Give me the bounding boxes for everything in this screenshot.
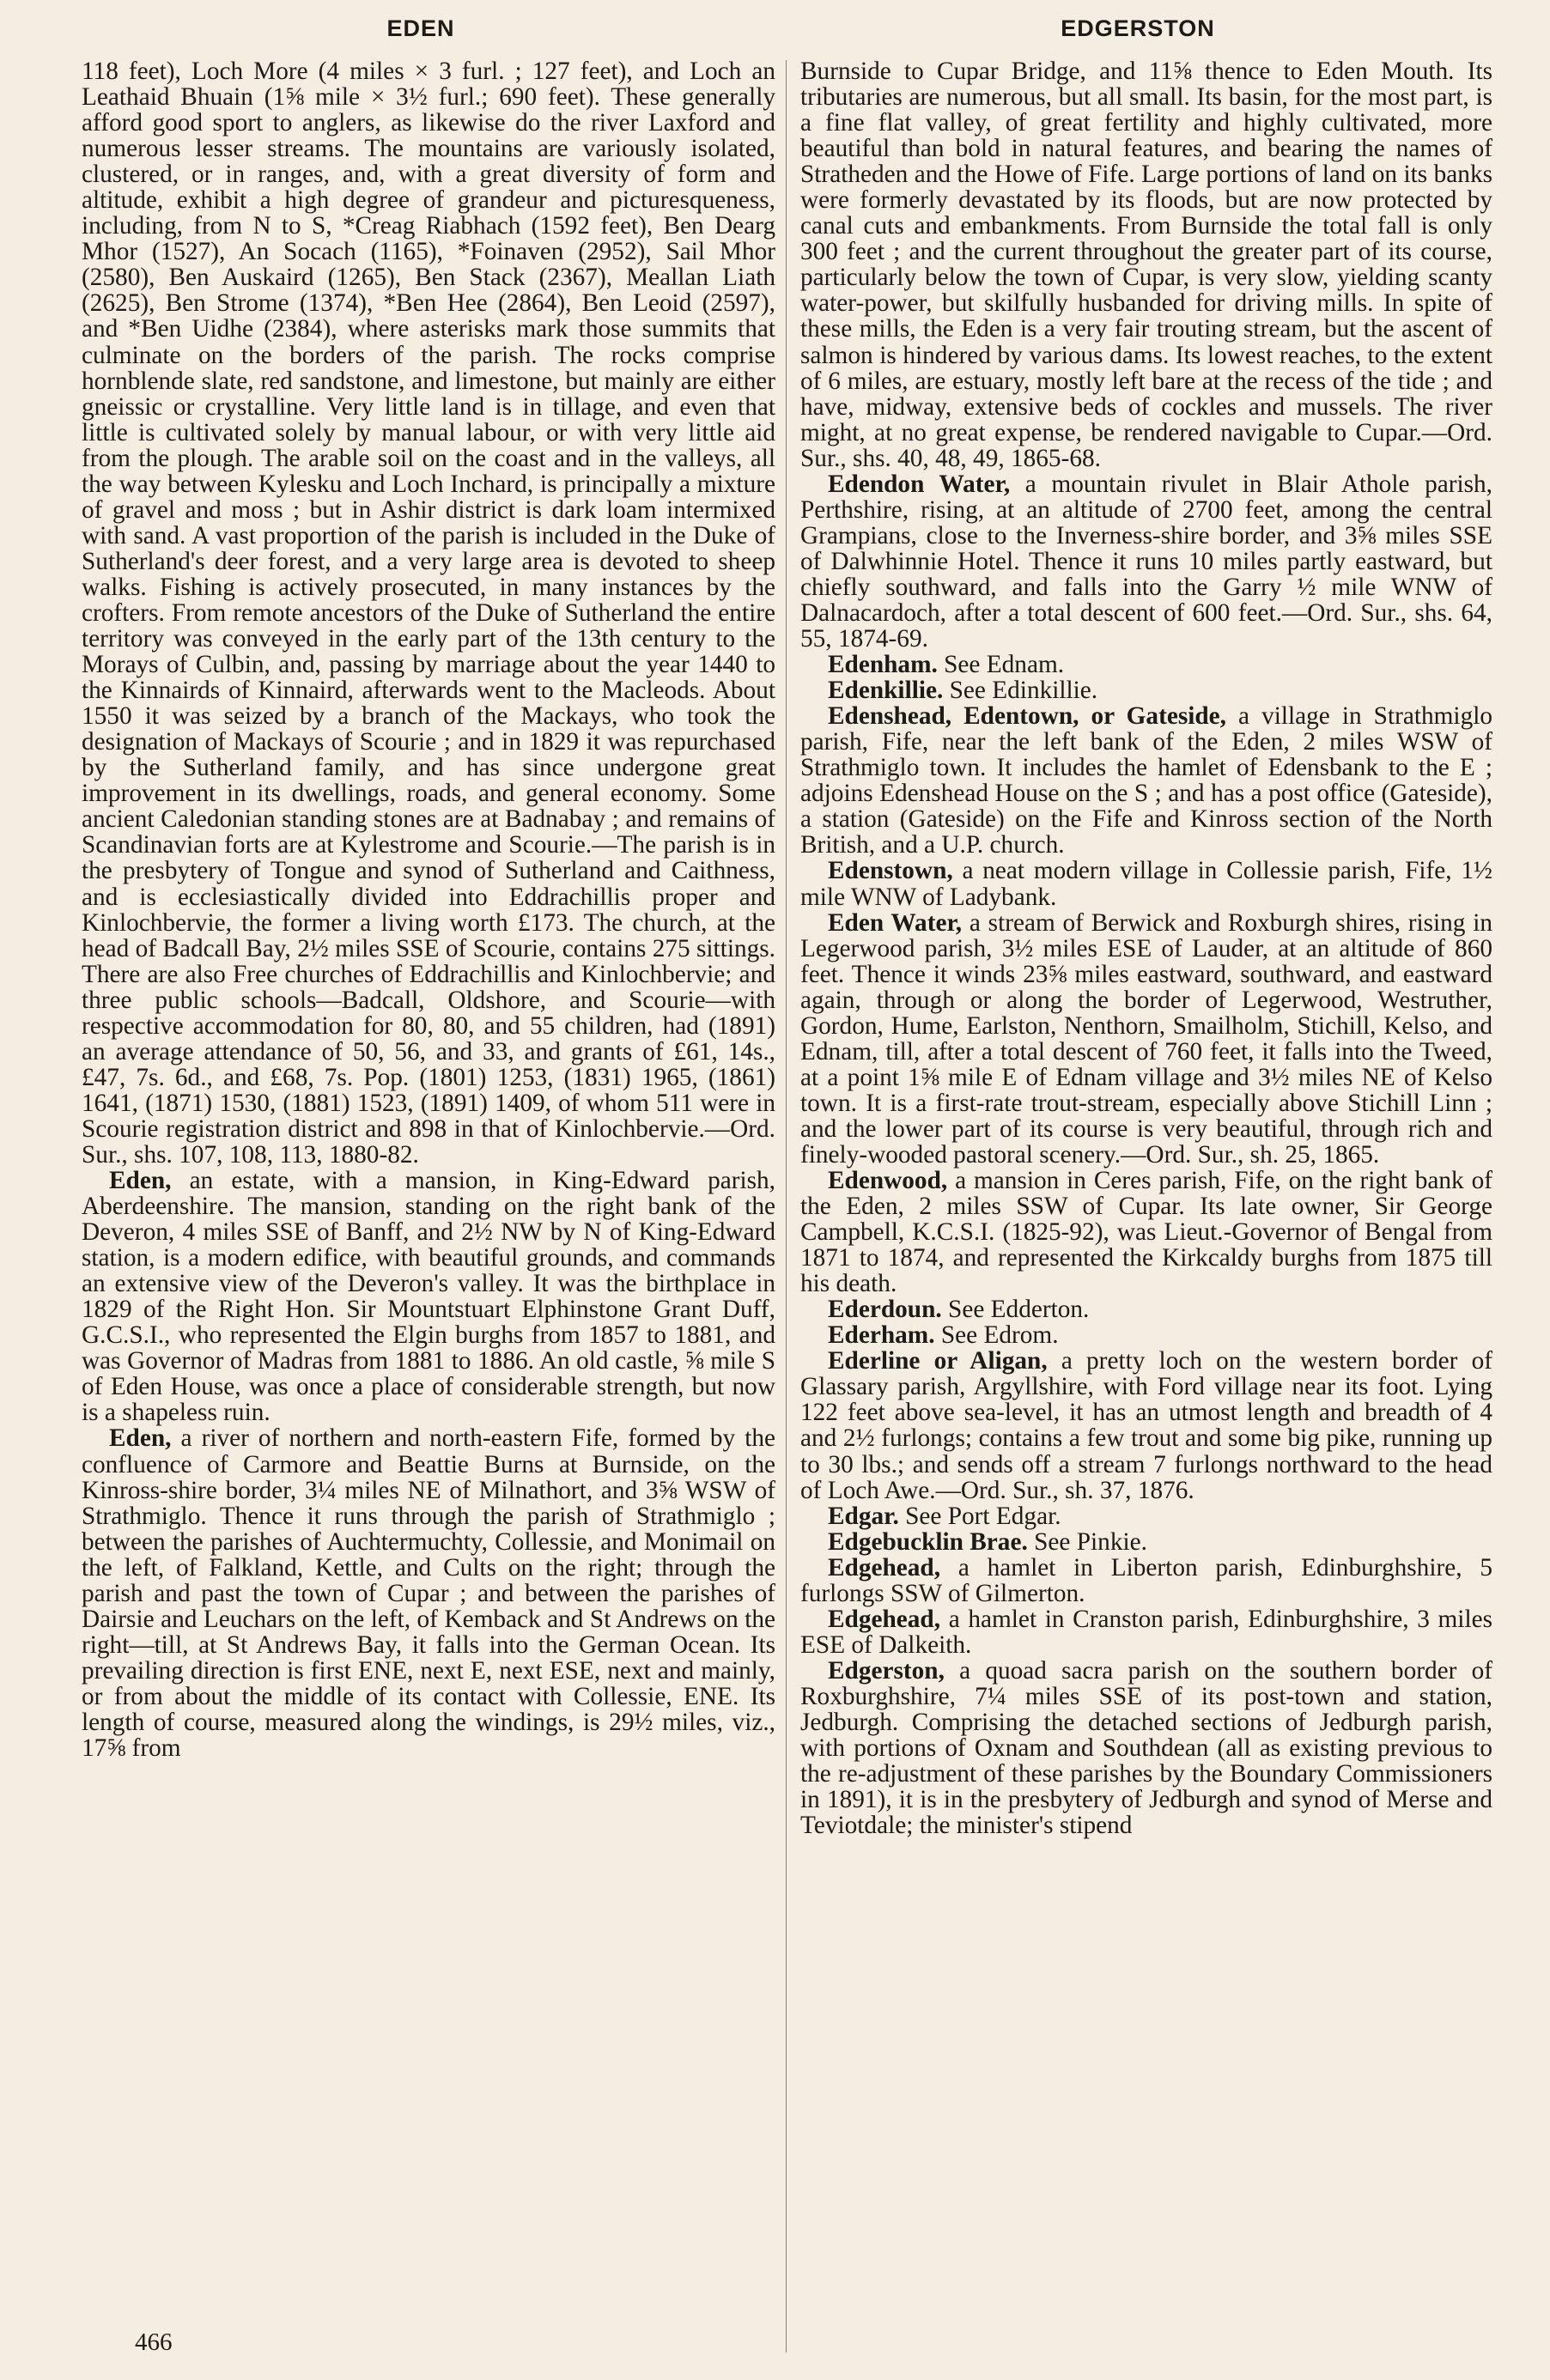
entry-text: See Edinkillie.: [943, 677, 1098, 705]
entry-text: an estate, with a mansion, in King-Edward parish, Aberdeenshire. The mansion, standing on the right bank of the Deveron, 4 miles SSE of Banff, and 2½ NW by N of King-Edward station, is a modern edifice, with beautiful grounds, and commands an extensive view of the Deveron's valley. It was the birthplace in 1829 of the Right Hon. Sir Mountstuart Elphinstone Grant Duff, G.C.S.I., who represented the Elgin burghs from 1857 to 1881, and was Governor of Madras from 1881 to 1886. An old castle, ⅝ mile S of Eden House, was once a place of considerable strength, but now is a shapeless ruin.: [82, 1167, 775, 1427]
running-head-left: EDEN: [386, 15, 455, 41]
entry-text: a stream of Berwick and Roxburgh shires, rising in Legerwood parish, 3½ miles ESE of Lauder, at an altitude of 860 feet. Thence it winds 23⅝ miles eastward, southward, and eastward again, through or along the border of Legerwood, Westruther, Gordon, Hume, Earlston, Nenthorn, Smailholm, Stichill, Kelso, and Ednam, till, after a total descent of 760 feet, it falls into the Tweed, at a point 1⅝ mile E of Ednam village and 3½ miles NE of Kelso town. It is a first-rate trout-stream, especially above Stichill Linn ; and the lower part of its course is very beautiful, through rich and finely-wooded pastoral scenery.—Ord. Sur., sh. 25, 1865.: [800, 908, 1492, 1169]
entry-headword: Eden,: [109, 1167, 172, 1195]
entry-text: a mountain rivulet in Blair Athole parish, Perthshire, rising, at an altitude of 2700 feet, among the central Grampians, close to the Inverness-shire border, and 3⅝ miles SSE of Dalwhinnie Hotel. Thence it runs 10 miles partly eastward, but chiefly southward, and falls into the Garry ½ mile WNW of Dalnacardoch, after a total descent of 600 feet.—Ord. Sur., shs. 64, 55, 1874-69.: [800, 470, 1493, 653]
left-column: [82, 58, 775, 1761]
entry-headword: Ederdoun.: [828, 1296, 942, 1324]
entry-headword: Ederline or Aligan,: [828, 1347, 1048, 1375]
gazetteer-entry: [800, 1168, 1492, 1296]
entry-text: See Ednam.: [937, 651, 1065, 679]
gazetteer-entry: [800, 1658, 1492, 1838]
gazetteer-entry: [800, 858, 1492, 909]
entry-text: See Pinkie.: [1027, 1527, 1147, 1556]
running-head-right: EDGERSTON: [1061, 15, 1215, 41]
right-column: [800, 58, 1492, 1838]
gazetteer-entry: [800, 1322, 1492, 1348]
entry-headword: Eden,: [109, 1424, 172, 1453]
entry-text: 118 feet), Loch More (4 miles × 3 furl. ; 127 feet), and Loch an Leathaid Bhuain (1⅝ mile × 3½ furl.; 690 feet). These generally afford good sport to anglers, as likewise do the river Laxford and numerous lesser streams. The mountains are variously isolated, clustered, or in ranges, and, with a great diversity of form and altitude, exhibit a high degree of grandeur and picturesqueness, including, from N to S, *Creag Riabhach (1592 feet), Ben Dearg Mhor (1527), An Socach (1165), *Foinaven (2952), Sail Mhor (2580), Ben Auskaird (1265), Ben Stack (2367), Meallan Liath (2625), Ben Strome (1374), *Ben Hee (2864), Ben Leoid (2597), and *Ben Uidhe (2384), where asterisks mark those summits that culminate on the borders of the parish. The rocks comprise hornblende slate, red sandstone, and limestone, but mainly are either gneissic or crystalline. Very little land is in tillage, and even that little is cultivated solely by manual labour, or with very little aid from the plough. The arable soil on the coast and in the valleys, all the way between Kylesku and Loch Inchard, is principally a mixture of gravel and moss ; but in Ashir district is dark loam intermixed with sand. A vast proportion of the parish is included in the Duke of Sutherland's deer forest, and a very large area is devoted to sheep walks. Fishing is actively prosecuted, in many instances by the crofters. From remote ancestors of the Duke of Sutherland the entire territory was conveyed in the early part of the 13th century to the Morays of Culbin, and, passing by marriage about the year 1440 to the Kinnairds of Kinnaird, afterwards went to the Macleods. About 1550 it was seized by a branch of the Mackays, who took the designation of Mackays of Scourie ; and in 1829 it was repurchased by the Sutherland family, and has since undergone great improvement in its dwellings, roads, and general economy. Some ancient Caledonian standing stones are at Badnabay ; and remains of Scandinavian forts are at Kylestrome and Scourie.—The parish is in the presbytery of Tongue and synod of Sutherland and Caithness, and is ecclesiastically divided into Eddrachillis proper and Kinlochbervie, the former a living worth £173. The church, at the head of Badcall Bay, 2½ miles SSE of Scourie, contains 275 sittings. There are also Free churches of Eddrachillis and Kinlochbervie; and three public schools—Badcall, Oldshore, and Scourie—with respective accommodation for 80, 80, and 55 children, had (1891) an average attendance of 50, 56, and 33, and grants of £61, 14s., £47, 7s. 6d., and £68, 7s. Pop. (1801) 1253, (1831) 1965, (1861) 1641, (1871) 1530, (1881) 1523, (1891) 1409, of whom 511 were in Scourie registration district and 898 in that of Kinlochbervie.—Ord. Sur., shs. 107, 108, 113, 1880-82.: [82, 58, 775, 1169]
entry-headword: Edenstown,: [828, 857, 953, 885]
entry-text: a river of northern and north-eastern Fife, formed by the confluence of Carmore and Beattie Burns at Burnside, on the Kinross-shire border, 3¼ miles NE of Milnathort, and 3⅝ WSW of Strathmiglo. Thence it runs through the parish of Strathmiglo ; between the parishes of Auchtermuchty, Collessie, and Monimail on the left, of Falkland, Kettle, and Cults on the right; through the parish and past the town of Cupar ; and between the parishes of Dairsie and Leuchars on the left, of Kemback and St Andrews on the right—till, at St Andrews Bay, it falls into the German Ocean. Its prevailing direction is first ENE, next E, next ESE, next and mainly, or from about the middle of its contact with Collessie, ENE. Its length of course, measured along the windings, is 29½ miles, viz., 17⅝ from: [82, 1424, 775, 1763]
entry-text: a neat modern village in Collessie parish, Fife, 1½ mile WNW of Ladybank.: [800, 857, 1492, 911]
column-divider: [786, 60, 787, 2353]
gazetteer-entry: [800, 652, 1492, 677]
entry-text: a quoad sacra parish on the southern border of Roxburghshire, 7¼ miles SSE of its post-town and station, Jedburgh. Comprising the detached sections of Jedburgh parish, with portions of Oxnam and Southdean (all as existing previous to the re-adjustment of these parishes by the Boundary Commissioners in 1891), it is in the presbytery of Jedburgh and synod of Merse and Teviotdale; the minister's stipend: [800, 1656, 1492, 1840]
page-number: 466: [135, 2328, 173, 2356]
gazetteer-entry: [800, 1555, 1492, 1606]
entry-headword: Edendon Water,: [828, 470, 1011, 498]
gazetteer-entry: [82, 1168, 775, 1425]
entry-headword: Edgerston,: [828, 1656, 945, 1685]
entry-headword: Edenham.: [828, 651, 938, 679]
gazetteer-entry: [800, 1529, 1492, 1555]
gazetteer-entry: [800, 1348, 1492, 1503]
gazetteer-entry: [800, 1606, 1492, 1658]
entry-headword: Edenwood,: [828, 1167, 948, 1195]
entry-headword: Eden Water,: [828, 908, 963, 937]
gazetteer-entry: [800, 1503, 1492, 1529]
entry-headword: Edenshead, Edentown, or Gateside,: [828, 702, 1226, 731]
gazetteer-entry: [800, 910, 1492, 1168]
entry-headword: Edenkillie.: [828, 677, 944, 705]
entry-text: See Port Edgar.: [898, 1502, 1061, 1530]
gazetteer-entry: [800, 471, 1492, 652]
continued-text: [800, 58, 1492, 471]
entry-text: See Edrom.: [934, 1321, 1059, 1350]
entry-headword: Edgebucklin Brae.: [828, 1527, 1028, 1556]
gazetteer-entry: [800, 1296, 1492, 1322]
continued-text: [82, 58, 775, 1168]
entry-headword: Edgehead,: [828, 1605, 941, 1633]
entry-headword: Edgar.: [828, 1502, 899, 1530]
entry-text: a pretty loch on the western border of Glassary parish, Argyllshire, with Ford village near its foot. Lying 122 feet above sea-level, it has an utmost length and breadth of 4 and 2½ furlongs; contains a few trout and some big pike, running up to 30 lbs.; and sends off a stream 7 furlongs northward to the head of Loch Awe.—Ord. Sur., sh. 37, 1876.: [800, 1347, 1492, 1504]
gazetteer-entry: [800, 703, 1492, 858]
entry-text: a hamlet in Cranston parish, Edinburghshire, 3 miles ESE of Dalkeith.: [800, 1605, 1492, 1659]
entry-text: a mansion in Ceres parish, Fife, on the right bank of the Eden, 2 miles SSW of Cupar. Its late owner, Sir George Campbell, K.C.S.I. (1825-92), was Lieut.-Governor of Bengal from 1871 to 1874, and represented the Kirkcaldy burghs from 1875 till his death.: [800, 1167, 1492, 1298]
entry-text: a hamlet in Liberton parish, Edinburghshire, 5 furlongs SSW of Gilmerton.: [800, 1553, 1492, 1607]
gazetteer-entry: [82, 1425, 775, 1761]
entry-text: Burnside to Cupar Bridge, and 11⅝ thence to Eden Mouth. Its tributaries are numerous, but all small. Its basin, for the most part, is a fine flat valley, of great fertility and highly cultivated, more beautiful than bold in natural features, and bearing the names of Stratheden and the Howe of Fife. Large portions of land on its banks were formerly devastated by its floods, but are now protected by canal cuts and embankments. From Burnside the total fall is only 300 feet ; and the current throughout the greater part of its course, particularly below the town of Cupar, is very slow, yielding scanty water-power, but skilfully husbanded for driving mills. In spite of these mills, the Eden is a very fair trouting stream, but the ascent of salmon is hindered by various dams. Its lowest reaches, to the extent of 6 miles, are estuary, mostly left bare at the recess of the tide ; and have, midway, extensive beds of cockles and mussels. The river might, at no great expense, be rendered navigable to Cupar.—Ord. Sur., shs. 40, 48, 49, 1865-68.: [800, 58, 1492, 472]
entry-headword: Ederham.: [828, 1321, 935, 1350]
entry-text: a village in Strathmiglo parish, Fife, near the left bank of the Eden, 2 miles WSW of Strathmiglo town. It includes the hamlet of Edensbank to the E ; adjoins Edenshead House on the S ; and has a post office (Gateside), a station (Gateside) on the Fife and Kinross section of the North British, and a U.P. church.: [800, 702, 1493, 859]
entry-text: See Edderton.: [941, 1296, 1090, 1324]
gazetteer-entry: [800, 677, 1492, 703]
entry-headword: Edgehead,: [828, 1553, 941, 1582]
